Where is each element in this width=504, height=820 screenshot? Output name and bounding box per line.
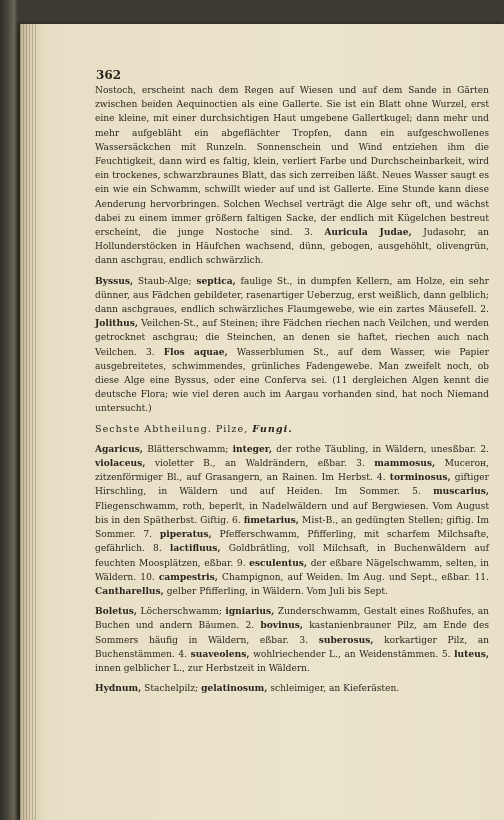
species-term: mammosus, xyxy=(374,458,436,470)
species-term: piperatus, xyxy=(159,529,212,541)
species-term: Boletus, xyxy=(95,606,138,618)
species-term: bovinus, xyxy=(260,620,304,632)
byssus-term: Byssus, xyxy=(95,275,134,287)
species-description: Stachelpilz; xyxy=(141,684,202,695)
species-term: violaceus, xyxy=(95,458,146,470)
species-term: suberosus, xyxy=(318,634,374,646)
auricula-text: Judasohr, an Hollunderstöcken in Häufchen wachsend, dünn, gebogen, ausgehöhlt, olivengrün, dann aschgrau, endlich schwärzlich. xyxy=(95,228,489,267)
flos-aquae-text: Wasserblumen St., auf dem Wasser, wie Papier ausgebreitetes, schwimmendes, grünliches Fadengewebe. Man zweifelt noch, ob diese Alge eine Byssus, oder eine Conferva sei. (11 dergleichen Algen kennt die deutsche Flora; wie viel deren auch im Aargau vorhanden sind, hat noch Niemand untersucht.) xyxy=(95,347,489,415)
species-term: luteus, xyxy=(454,648,490,660)
heading-division: Sechste Abtheilung. xyxy=(95,423,212,435)
jolithus-text: Veilchen-St., auf Steinen; ihre Fädchen riechen nach Veilchen, und werden getrocknet aschgrau; die Steinchen, an denen sie haftet, riechen auch nach Veilchen. 3. xyxy=(95,319,489,358)
paragraph-boletus xyxy=(95,605,489,676)
species-term: esculentus, xyxy=(249,557,308,569)
auricula-term: Auricula Judae, xyxy=(324,227,412,239)
species-description: Goldbrätling, voll Milchsaft, in Buchenwäldern auf feuchten Moosplätzen, eßbar. 9. xyxy=(95,544,490,569)
species-term: fimetarius, xyxy=(243,514,299,526)
septica-text: faulige St., in dumpfen Kellern, am Holze, ein sehr dünner, aus Fädchen gebildeter, rasenartiger Ueberzug, erst weißlich, dann gelblich; dann aschgraues, endlich schwärzliches Flaumgewebe, wie ein zartes Mäusefell. 2. xyxy=(95,276,489,316)
species-description: Mist-B., an gedüngten Stellen; giftig. Im Sommer. 7. xyxy=(95,515,489,541)
species-description: Fliegenschwamm, roth, beperlt, in Nadelwäldern und auf Bergwiesen. Vom August bis in den Spätherbst. Giftig. 6. xyxy=(95,501,489,526)
species-description: schleimiger, an Kieferästen. xyxy=(267,684,400,695)
page-edges xyxy=(20,24,36,820)
section-heading xyxy=(95,423,489,437)
species-term: Cantharellus, xyxy=(95,585,164,597)
heading-fungi: Fungi. xyxy=(252,423,293,435)
paragraph-hydnum xyxy=(95,682,489,696)
species-description: violetter B., an Waldrändern, eßbar. 3. xyxy=(145,459,375,470)
species-term: muscarius, xyxy=(433,486,489,498)
flos-aquae-term: Flos aquae, xyxy=(163,346,228,358)
page-number: 362 xyxy=(96,68,122,82)
species-description: der eßbare Nägelschwamm, selten, in Wäldern. 10. xyxy=(95,558,490,583)
species-term: gelatinosum, xyxy=(201,683,268,695)
page-body xyxy=(95,84,489,696)
species-description: innen gelblicher L., zur Herbstzeit in Wäldern. xyxy=(95,663,310,674)
species-description: Löcherschwamm; xyxy=(137,607,226,618)
paragraph-nostoch xyxy=(95,84,489,269)
byssus-name: Staub-Alge; xyxy=(137,276,192,287)
septica-term: septica, xyxy=(196,275,236,287)
species-description: kastanienbrauner Pilz, am Ende des Sommers häufig in Wäldern, eßbar. 3. xyxy=(95,621,489,646)
species-term: suaveolens, xyxy=(190,648,250,660)
jolithus-term: Jolithus, xyxy=(95,318,138,330)
species-description: giftiger Hirschling, in Wäldern und auf Heiden. Im Sommer. 5. xyxy=(95,473,489,498)
nostoch-text: Nostoch, erscheint nach dem Regen auf Wiesen und auf dem Sande in Gärten zwischen beiden Aequinoctien als eine Gallerte. Sie ist ein Blatt ohne Wurzel, erst eine kleine, mit einer durchsichtigen Haut umgebene Gallertkugel; dann mehr und mehr aufgebläht ein abgeflächter Tropfen, dann ein aufgeschwollenes Wassersäckchen mit Runzeln. Sonnenschein und Wind entziehen ihm die Feuchtigkeit, dann wird es faltig, klein, verliert Farbe und Durchscheinbarkeit, wird ein trockenes, schwarzbraunes Blatt, das sich zerreiben läßt. Neues Wasser saugt es ein wie ein Schwamm, schwillt wieder auf und ist Gallerte. Eine Stunde kann diese Aenderung hervorbringen. Solchen Wechsel verträgt die Alge sehr oft, und wächst dabei zu einem immer größern faltigen Sacke, der endlich mit Kügelchen bestreut erscheint, die junge Nostoche sind. 3. xyxy=(95,86,489,239)
paragraph-agaricus xyxy=(95,443,489,599)
species-description: Pfefferschwamm, Pfifferling, mit scharfem Milchsafte, gefährlich. 8. xyxy=(95,530,489,555)
species-term: integer, xyxy=(232,443,273,455)
species-description: wohlriechender L., an Weidenstämmen. 5. xyxy=(249,649,455,660)
species-description: Zunderschwamm, Gestalt eines Roßhufes, an Buchen und andern Bäumen. 2. xyxy=(95,607,489,632)
heading-pilze: Pilze, xyxy=(215,423,249,435)
species-term: lactifluus, xyxy=(169,543,221,555)
species-description: Champignon, auf Weiden. Im Aug. und Sept., eßbar. 11. xyxy=(217,572,489,583)
species-term: Agaricus, xyxy=(95,443,143,455)
species-term: igniarius, xyxy=(225,606,275,618)
species-description: der rothe Täubling, in Wäldern, unesßbar. 2. xyxy=(272,444,489,455)
species-description: Blätterschwamm; xyxy=(143,444,233,455)
species-description: gelber Pfifferling, in Wäldern. Vom Juli bis Sept. xyxy=(163,586,388,597)
species-description: korkartiger Pilz, an Buchenstämmen. 4. xyxy=(95,635,490,660)
species-description: Mucerон, zitzenförmiger Bl., auf Grasangern, an Rainen. Im Herbst. 4. xyxy=(95,459,489,484)
species-term: campestris, xyxy=(158,571,218,583)
species-term: Hydnum, xyxy=(95,683,142,695)
species-term: torminosus, xyxy=(389,472,451,484)
paragraph-byssus xyxy=(95,275,489,417)
